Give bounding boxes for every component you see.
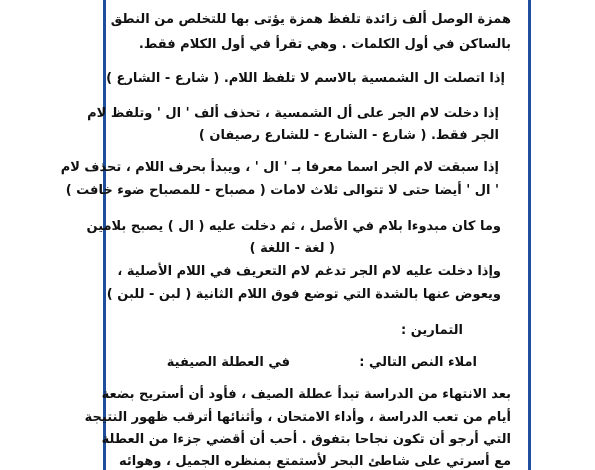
dictation-title: في العطلة الصيفية (166, 355, 290, 370)
rule-2-line-1: إذا دخلت لام الجر على أل الشمسية ، تحذف ألف ' ال ' وتلفظ لام (87, 106, 499, 121)
page-border-right (528, 0, 531, 470)
rule-3-line-1: إذا سبقت لام الجر اسما معرفا بـ ' ال ' ، ويبدأ بحرف اللام ، تحذف لام (60, 160, 499, 175)
intro-line-2: بالساكن في أول الكلمات . وهي تقرأ في أول الكلام فقط. (138, 37, 511, 52)
text-line-2: أيام من تعب الدراسة ، وأداء الامتحان ، وأثنائها أترقب ظهور النتيجة (84, 410, 511, 425)
text-line-4: مع أسرتي على شاطئ البحر لأستمتع بمنظره الجميل ، وهوائه (118, 454, 511, 469)
rule-1: إذا اتصلت ال الشمسية بالاسم لا تلفظ اللام. ( شارع - الشارع ) (106, 71, 505, 86)
intro-line-1: همزة الوصل ألف زائدة تلفظ همزة يؤتى بها للتخلص من النطق (110, 12, 511, 27)
text-line-1: بعد الانتهاء من الدراسة تبدأ عطلة الصيف ، فأود أن أستريح بضعة (101, 387, 511, 402)
rule-3-line-2: ' ال ' أيضا حتى لا تتوالى ثلاث لامات ( مصباح - للمصباح ضوء خافت ) (65, 183, 499, 198)
text-line-3: التي أرجو أن تكون نجاحا بتفوق . أحب أن أقضي جزءا من العطلة (101, 432, 511, 447)
rule-2-line-2: الجر فقط. ( شارع - الشارع - للشارع رصيفان ) (198, 128, 499, 143)
rule-5-line-2: ويعوض عنها بالشدة التي توضع فوق اللام الثانية ( لبن - للبن ) (106, 287, 501, 302)
exercises-heading: التمارين : (400, 323, 463, 338)
rule-4-line-1: وما كان مبدوءا بلام في الأصل ، ثم دخلت عليه ( ال ) يصبح بلامين (86, 219, 501, 234)
dictation-label: املاء النص التالي : (359, 355, 477, 370)
rule-5-line-1: وإذا دخلت عليه لام الجر تدغم لام التعريف في اللام الأصلية ، (117, 264, 501, 279)
rule-4-line-2: ( لغة - اللغة ) (249, 241, 335, 256)
